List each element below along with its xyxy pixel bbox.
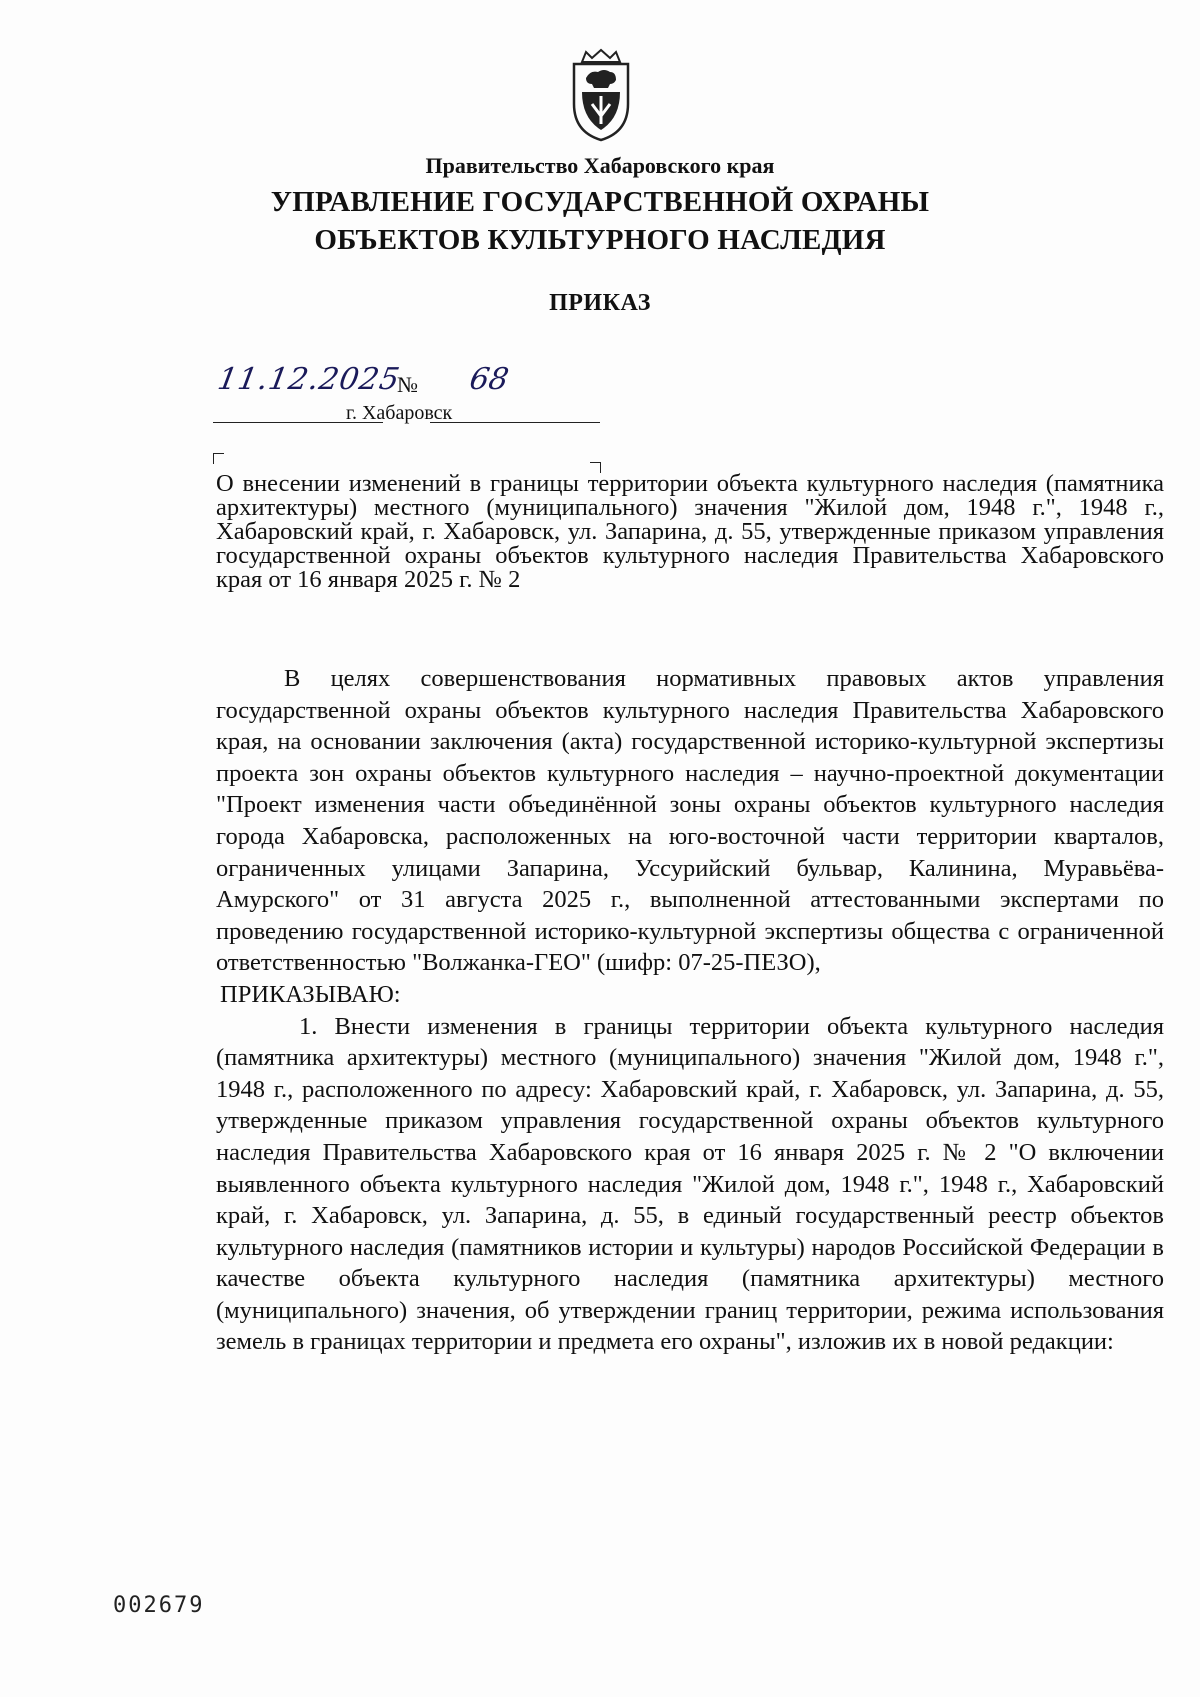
- order-word: ПРИКАЗЫВАЮ:: [220, 980, 401, 1008]
- order-item-1: 1. Внести изменения в границы территории объекта культурного наследия (памятника архитектуры) местного (муниципального) значения "Жилой дом, 1948 г.", 1948 г., расположенного по адресу: Хабаровский край, г. Хабаровск, ул. Запарина, д. 55, утвержденные приказом управления государственной охраны объектов культурного наследия Правительства Хабаровского края от 16 января 2025 г. № 2 "О включении выявленного объекта культурного наследия "Жилой дом, 1948 г.", 1948 г., Хабаровский край, г. Хабаровск, ул. Запарина, д. 55, в единый государственный реестр объектов культурного наследия (памятников истории и культуры) народов Российской Федерации в качестве объекта культурного наследия (памятника архитектуры) местного (муниципального) значения, об утверждении границ территории, режима использования земель в границах территории и предмета его охраны", изложив их в новой редакции:: [216, 1012, 1164, 1356]
- number-underline: [430, 392, 600, 423]
- handwritten-date: 11.12.2025: [214, 362, 403, 397]
- number-sign: №: [397, 372, 418, 397]
- city-name: г. Хабаровск: [346, 402, 453, 424]
- preamble-paragraph: В целях совершенствования нормативных правовых актов управления государственной охраны объектов культурного наследия Правительства Хабаровского края, на основании заключения (акта) государственной историко-культурной экспертизы проекта зон охраны объектов культурного наследия – научно-проектной документации "Проект изменения части объединённой зоны охраны объектов культурного наследия города Хабаровска, расположенных на юго-восточной части территории кварталов, ограниченных улицами Запарина, Уссурийский бульвар, Калинина, Муравьёва-Амурского" от 31 августа 2025 г., выполненной аттестованными экспертами по проведению государственной историко-культурной экспертизы общества с ограниченной ответственностью "Волжанка-ГЕО" (шифр: 07-25-ПЕЗО),: [216, 665, 1164, 977]
- subject-corner-left: [213, 453, 224, 464]
- coat-of-arms-icon: [568, 48, 634, 144]
- agency-name-line1: УПРАВЛЕНИЕ ГОСУДАРСТВЕННОЙ ОХРАНЫ: [270, 186, 930, 218]
- document-type: ПРИКАЗ: [549, 290, 651, 316]
- agency-name-line2: ОБЪЕКТОВ КУЛЬТУРНОГО НАСЛЕДИЯ: [314, 224, 886, 256]
- government-name: Правительство Хабаровского края: [425, 153, 775, 178]
- handwritten-number: 68: [466, 362, 512, 397]
- agency-name: [0, 183, 1200, 259]
- document-body: [216, 663, 1164, 1358]
- document-subject: О внесении изменений в границы территории объекта культурного наследия (памятника архитектуры) местного (муниципального) значения "Жилой дом, 1948 г.", 1948 г., Хабаровский край, г. Хабаровск, ул. Запарина, д. 55, утвержденные приказом управления государственной охраны объектов культурного наследия Правительства Хабаровского края от 16 января 2025 г. № 2: [216, 470, 1164, 593]
- serial-number: 002679: [113, 1593, 205, 1618]
